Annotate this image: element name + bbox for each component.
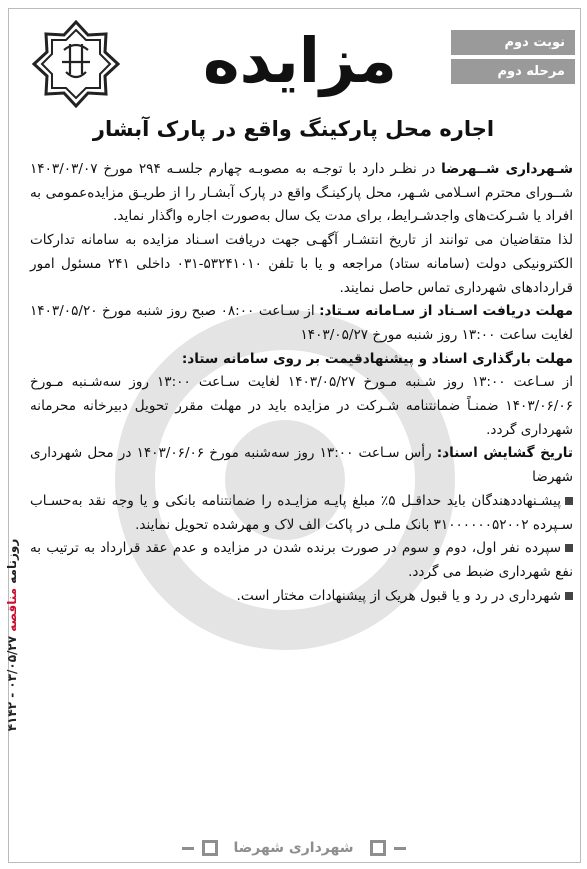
footer-square-icon <box>202 840 218 856</box>
bullet-rights <box>30 585 573 609</box>
bullet-square-icon <box>565 497 573 505</box>
ad-subtitle: اجاره محل پارکینگ واقع در پارک آبشار <box>92 117 495 141</box>
intro-text: در نظـر دارد با توجـه به مصوبـه چهارم جلسـه ۲۹۴ مورخ ۱۴۰۳/۰۳/۰۷ شــورای محترم اسـلامی شـهر، محل پارکینـگ واقع در پارک آبشـار را از طریـق مزایده‌عمومی به افراد یا شـرکت‌های واجدشـرایط، برای مدت یک سال به‌صورت اجاره واگذار نماید. <box>30 161 573 225</box>
paragraph-documents: لذا متقاضیان می توانند از تاریخ انتشـار آگهـی جهت دریافت اسـناد مزایده به سامانه تدارکات الکترونیکی دولت (سامانه ستاد) مراجعه و یا با تلفن ۵۳۲۴۱۰۱۰-۰۳۱ داخلی ۲۴۱ مسئول امور قراردادهای شهرداری تماس حاصل نمایند. <box>30 232 573 296</box>
bullet-deposit <box>30 537 573 584</box>
paragraph-intro <box>30 158 573 229</box>
footer-text: شهرداری شهرضا <box>233 840 354 856</box>
bullet-square-icon <box>565 592 573 600</box>
page-title: مزایده <box>203 24 397 97</box>
bullet-guarantee <box>30 490 573 537</box>
bullet-deposit-text: سپرده نفر اول، دوم و سوم در صورت برنده شدن در مزایده و عدم عقد قرارداد به ترتیب به نفع شهرداری ضبط می گردد. <box>30 540 573 580</box>
side-caption-text: روزنامه مناقصه ۰۳/۰۵/۲۷ - ۴۱۴۲ <box>5 538 19 732</box>
receive-deadline-text: از سـاعت ۰۸:۰۰ صبح روز شنبه مورخ ۱۴۰۳/۰۵/۲۰ لغایت ساعت ۱۳:۰۰ روز شنبه مورخ ۱۴۰۳/۰۵/۲۷ <box>30 303 573 343</box>
ad-body <box>30 158 573 608</box>
bullet-square-icon <box>565 544 573 552</box>
paragraph-upload-deadline: از سـاعت ۱۳:۰۰ روز شـنبه مـورخ ۱۴۰۳/۰۵/۲۷ لغایت سـاعت ۱۳:۰۰ روز سه‌شـنبه مـورخ ۱۴۰۳/۰۶/۰۶ ضمنـاً ضمانتنامه شـرکت در مزایده باید در مهلت مقرر تحویل دبیرخانه محرمانه شهرداری گردد. <box>30 374 574 438</box>
receive-deadline-heading: مهلت دریافت اسـناد از سـامانه سـتاد: <box>319 303 574 320</box>
footer-divider <box>182 847 194 850</box>
paragraph-receive-deadline <box>30 300 573 347</box>
municipality-logo-icon <box>22 20 130 108</box>
footer-divider <box>394 847 406 850</box>
municipality-name: شـهرداری شــهرضا <box>441 161 573 177</box>
bullet-guarantee-text: پیشـنهاددهندگان باید حداقـل ۵٪ مبلغ پایـه مزایـده را ضمانتنامه بانکی و یا وجه نقد به‌حسـاب سـپرده ۳۱۰۰۰۰۰۰۵۲۰۰۲ بانک ملـی در پاکت الف لاک و مهرشده تحویل نمایند. <box>30 492 573 533</box>
opening-text: رأس سـاعت ۱۳:۰۰ روز سه‌شنبه مورخ ۱۴۰۳/۰۶/۰۶ در محل شهرداری شهرضا <box>30 445 573 486</box>
footer <box>0 834 587 862</box>
tabs-panel <box>451 30 575 88</box>
paragraph-opening <box>30 442 573 489</box>
side-caption <box>1 535 23 735</box>
upload-deadline-heading: مهلت بارگذاری اسناد و پیشنهادقیمت بر روی سامانه ستاد: <box>181 350 573 367</box>
tab-round: نوبت دوم <box>451 30 575 55</box>
tab-stage: مرحله دوم <box>451 59 575 84</box>
bullet-rights-text: شهرداری در رد و یا قبول هریک از پیشنهادات مختار است. <box>236 587 561 604</box>
footer-square-icon <box>370 840 386 856</box>
opening-heading: تاریخ گشایش اسناد: <box>436 445 574 462</box>
